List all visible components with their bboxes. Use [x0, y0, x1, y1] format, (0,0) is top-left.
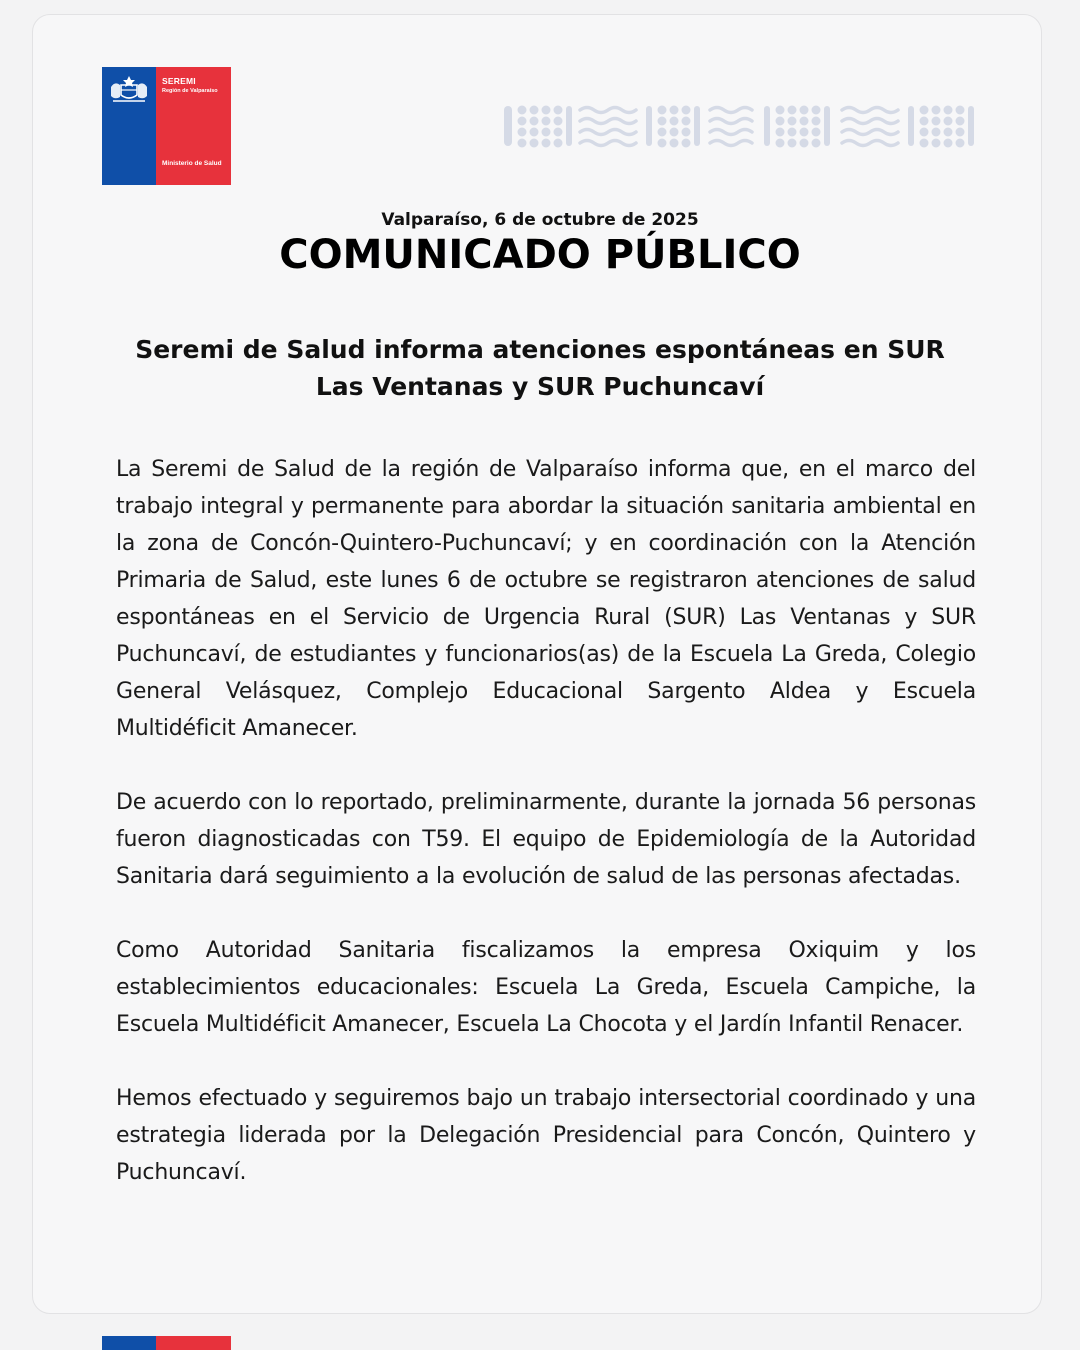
document-body	[116, 451, 976, 1228]
document-title: COMUNICADO PÚBLICO	[279, 232, 801, 278]
logo-ministry-text: Ministerio de Salud	[162, 160, 222, 167]
footer-flag-blue	[102, 1336, 156, 1350]
coat-of-arms-icon	[107, 73, 151, 105]
footer-flag-red	[156, 1336, 231, 1350]
body-paragraph: Hemos efectuado y seguiremos bajo un trabajo intersectorial coordinado y una estrategia liderada por la Delegación Presidencial para Concón, Quintero y Puchuncaví.	[116, 1086, 976, 1185]
logo-region-text: Región de Valparaíso	[162, 88, 218, 94]
document-date: Valparaíso, 6 de octubre de 2025	[381, 210, 699, 230]
decorative-wave-pattern	[500, 102, 976, 150]
logo-seremi-text: SEREMI	[162, 76, 196, 86]
seremi-logo	[102, 67, 231, 185]
logo-blue-panel	[102, 67, 156, 185]
body-paragraph: La Seremi de Salud de la región de Valparaíso informa que, en el marco del trabajo integral y permanente para abordar la situación sanitaria ambiental en la zona de Concón-Quintero-Puchuncaví; y en coordinación con la Atención Primaria de Salud, este lunes 6 de octubre se registraron atenciones de salud espontáneas en el Servicio de Urgencia Rural (SUR) Las Ventanas y SUR Puchuncaví, de estudiantes y funcionarios(as) de la Escuela La Greda, Colegio General Velásquez, Complejo Educacional Sargento Aldea y Escuela Multidéficit Amanecer.	[116, 457, 976, 741]
body-paragraph: De acuerdo con lo reportado, preliminarmente, durante la jornada 56 personas fueron diagnosticadas con T59. El equipo de Epidemiología de la Autoridad Sanitaria dará seguimiento a la evolución de salud de las personas afectadas.	[116, 790, 976, 889]
logo-red-panel	[156, 67, 231, 185]
footer-flag-bar	[102, 1336, 231, 1350]
document-subtitle: Seremi de Salud informa atenciones espontáneas en SUR Las Ventanas y SUR Puchuncaví	[135, 335, 945, 401]
body-paragraph: Como Autoridad Sanitaria fiscalizamos la empresa Oxiquim y los establecimientos educacionales: Escuela La Greda, Escuela Campiche, la Escuela Multidéficit Amanecer, Escuela La Chocota y el Jardín Infantil Renacer.	[116, 938, 976, 1037]
